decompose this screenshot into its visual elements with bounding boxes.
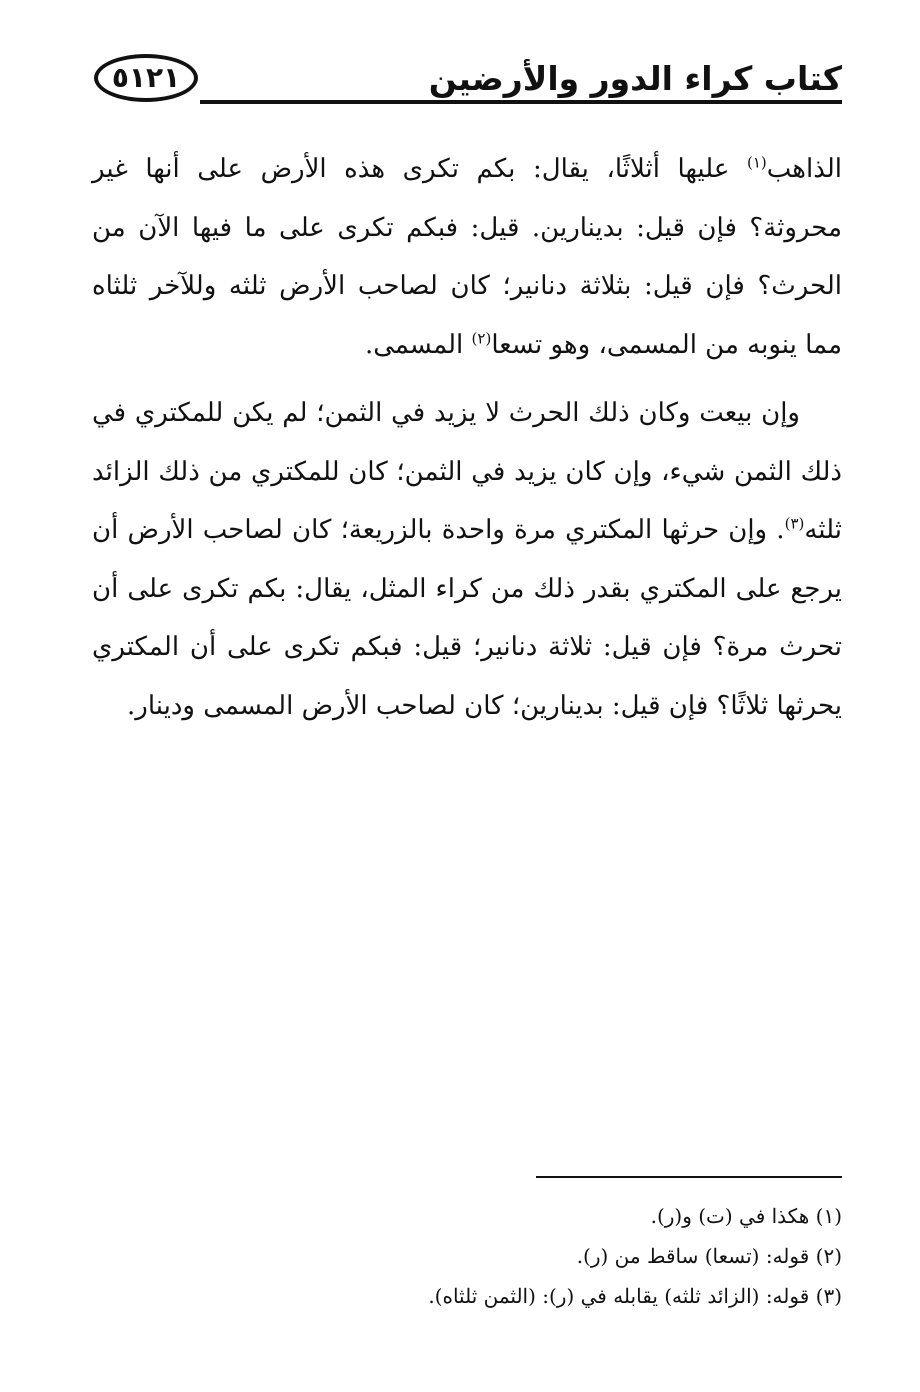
footnotes [92,1196,842,1316]
paragraph-1-text-c: المسمى. [364,329,472,360]
footnote-ref-1[interactable]: (١) [746,153,767,172]
paragraph-2 [92,384,842,735]
body-text [92,140,842,735]
paragraph-1 [92,140,842,374]
running-title: كتاب كراء الدور والأرضين [428,59,842,98]
footnote-2: (٢) قوله: (تسعا) ساقط من (ر). [576,1244,842,1268]
paragraph-1-text-b: عليها أثلاثًا، يقال: بكم تكرى هذه الأرض على أنها غير محروثة؟ فإن قيل: بدينارين. قيل: فبكم تكرى على ما فيها الآن من الحرث؟ فإن قيل: بثلاثة دنانير؛ كان لصاحب الأرض ثلثه وللآخر ثلثاه مما ينوبه من المسمى، وهو تسعا [92,154,842,360]
paragraph-2-text-a: وإن بيعت وكان ذلك الحرث لا يزيد في الثمن؛ لم يكن للمكتري في ذلك الثمن شيء، وإن كان يزيد في الثمن؛ كان للمكتري من ذلك الزائد ثلثه [92,398,842,545]
header-rule [200,100,842,104]
footnote-1: (١) هكذا في (ت) و(ر). [650,1204,842,1228]
footnote-ref-2[interactable]: (٢) [471,328,492,347]
page-header [92,50,842,110]
footnote-ref-3[interactable]: (٣) [784,514,805,533]
page-number-oval [94,54,198,102]
footnote-3: (٣) قوله: (الزائد ثلثه) يقابله في (ر): (الثمن ثلثاه). [428,1284,842,1308]
paragraph-1-text-a: الذاهب [766,154,842,184]
paragraph-2-text-b: . وإن حرثها المكتري مرة واحدة بالزريعة؛ كان لصاحب الأرض أن يرجع على المكتري بقدر ذلك من كراء المثل، يقال: بكم تكرى على أن تحرث مرة؟ فإن قيل: ثلاثة دنانير؛ قيل: فبكم تكرى على أن المكتري يحرثها ثلاثًا؟ فإن قيل: بدينارين؛ كان لصاحب الأرض المسمى ودينار. [92,515,843,721]
footnote-separator [536,1176,842,1178]
page-number: ٥١٢١ [111,61,181,94]
